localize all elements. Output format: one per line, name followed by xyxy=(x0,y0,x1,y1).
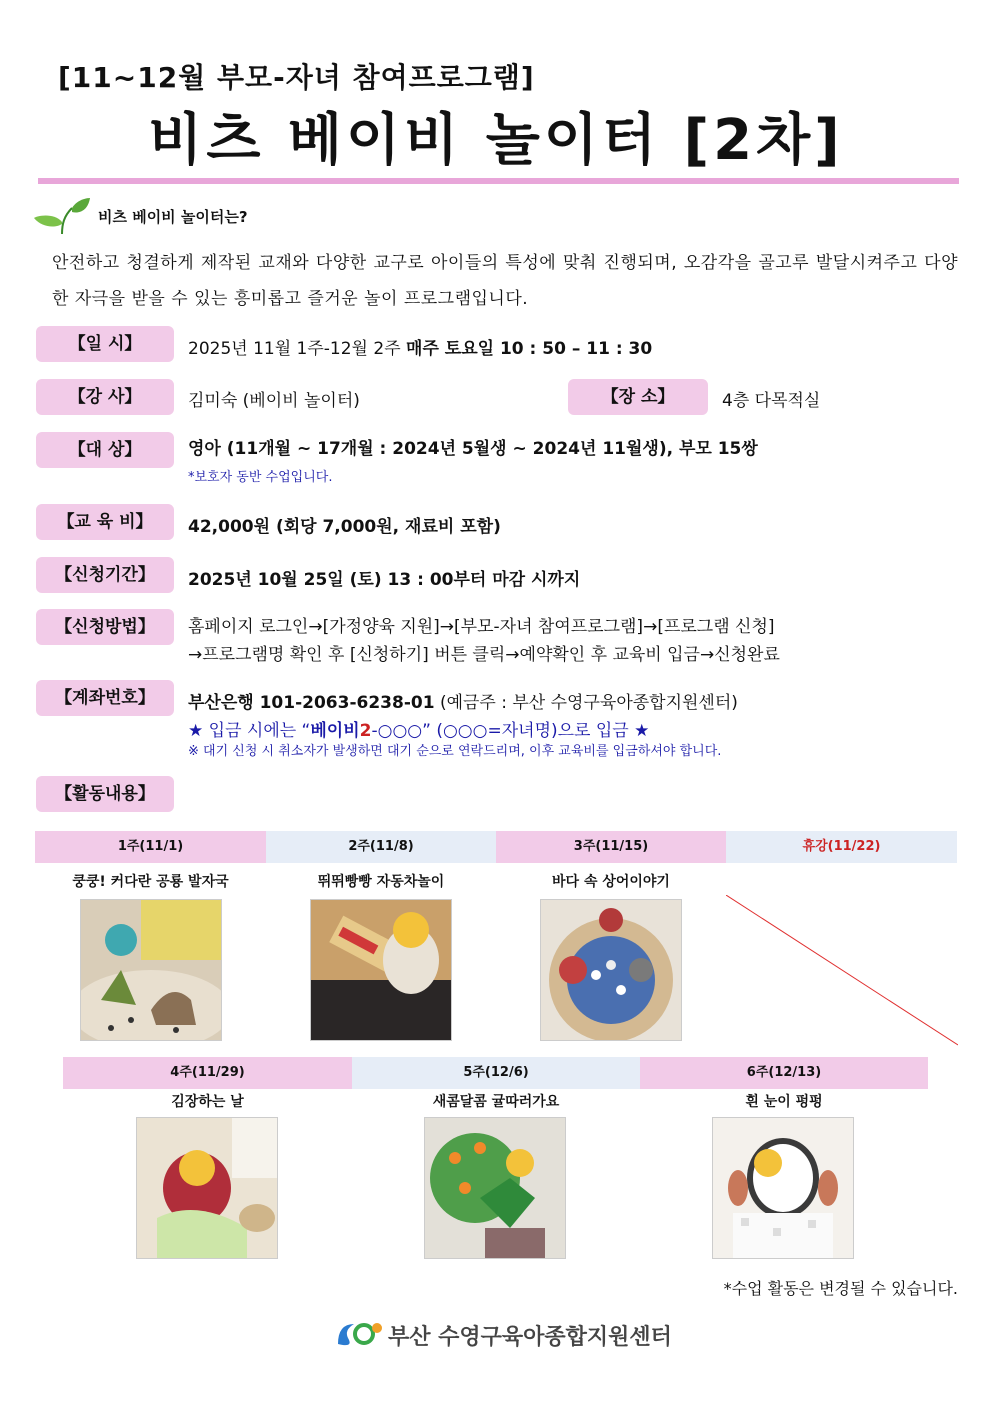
fee-value: 42,000원 (회당 7,000원, 재료비 포함) xyxy=(188,517,501,537)
intro-text: 안전하고 청결하게 제작된 교재와 다양한 교구로 아이들의 특성에 맞춰 진행되며, 오감각을 골고루 발달시켜주고 다양한 자극을 받을 수 있는 흥미롭고 즐거운 놀이 프로그램입니다. xyxy=(52,253,958,309)
week1-title: 쿵쿵! 커다란 공룡 발자국 xyxy=(72,874,229,890)
place-value: 4층 다목적실 xyxy=(722,391,821,411)
deposit-round: 2 xyxy=(359,721,372,741)
method-label: 【신청방법】 xyxy=(36,609,174,645)
week3-title: 바다 속 상어이야기 xyxy=(552,874,670,890)
week2-header: 2주(11/8) xyxy=(266,831,496,863)
week5-photo xyxy=(424,1117,566,1259)
method-line1: 홈페이지 로그인→[가정양육 지원]→[부모-자녀 참여프로그램]→[프로그램 신청] xyxy=(188,617,775,637)
method-line2: →프로그램명 확인 후 [신청하기] 버튼 클릭→예약확인 후 교육비 입금→신청완료 xyxy=(188,645,780,665)
schedule-time: 매주 토요일 10 : 50 – 11 : 30 xyxy=(406,339,653,359)
instructor-label: 【강 사】 xyxy=(36,379,174,415)
week3-header: 3주(11/15) xyxy=(496,831,726,863)
week4-title: 김장하는 날 xyxy=(171,1094,244,1110)
change-notice: *수업 활동은 변경될 수 있습니다. xyxy=(723,1279,958,1298)
schedule-date: 2025년 11월 1주-12월 2주 xyxy=(188,339,407,359)
title-divider xyxy=(38,178,959,184)
sprout-icon xyxy=(32,196,92,236)
fee-label: 【교 육 비】 xyxy=(36,504,174,540)
week4-photo xyxy=(136,1117,278,1259)
period-label: 【신청기간】 xyxy=(36,557,174,593)
week1-header: 1주(11/1) xyxy=(35,831,266,863)
center-logo-icon xyxy=(334,1316,384,1352)
week3-photo xyxy=(540,899,682,1041)
week2-photo xyxy=(310,899,452,1041)
schedule-value xyxy=(188,334,652,359)
account-holder: (예금주 : 부산 수영구육아종합지원센터) xyxy=(434,693,738,713)
account-label: 【계좌번호】 xyxy=(36,680,174,716)
activities-label: 【활동내용】 xyxy=(36,776,174,812)
account-number: 부산은행 101-2063-6238-01 xyxy=(188,693,435,713)
program-subtitle: [11~12월 부모-자녀 참여프로그램] xyxy=(58,61,535,94)
period-value: 2025년 10월 25일 (토) 13 : 00부터 마감 시까지 xyxy=(188,570,581,590)
week6-header: 6주(12/13) xyxy=(640,1057,928,1089)
deposit-post: -○○○” (○○○=자녀명)으로 입금 ★ xyxy=(371,721,650,741)
holiday-slash xyxy=(726,895,958,1047)
place-label: 【장 소】 xyxy=(568,379,708,415)
target-note: *보호자 동반 수업입니다. xyxy=(188,470,333,485)
week6-photo xyxy=(712,1117,854,1259)
instructor-value: 김미숙 (베이비 놀이터) xyxy=(188,391,360,411)
holiday-header: 휴강(11/22) xyxy=(726,831,957,863)
account-value xyxy=(188,688,738,713)
week6-title: 흰 눈이 펑펑 xyxy=(745,1094,823,1110)
week5-header: 5주(12/6) xyxy=(352,1057,640,1089)
week2-title: 뛰뛰빵빵 자동차놀이 xyxy=(317,874,445,890)
target-value: 영아 (11개월 ~ 17개월 : 2024년 5월생 ~ 2024년 11월생), 부모 15쌍 xyxy=(188,439,758,459)
week4-header: 4주(11/29) xyxy=(63,1057,352,1089)
deposit-pre: ★ 입금 시에는 “ xyxy=(188,721,311,741)
target-label: 【대 상】 xyxy=(36,432,174,468)
schedule-label: 【일 시】 xyxy=(36,326,174,362)
deposit-instruction xyxy=(188,716,649,741)
waitlist-note: ※ 대기 신청 시 취소자가 발생하면 대기 순으로 연락드리며, 이후 교육비를 입금하셔야 합니다. xyxy=(188,744,722,759)
deposit-name: 베이비 xyxy=(310,721,360,741)
week5-title: 새콤달콤 귤따러가요 xyxy=(432,1094,560,1110)
intro-heading: 비츠 베이비 놀이터는? xyxy=(98,208,248,226)
page-title: 비츠 베이비 놀이터 [2차] xyxy=(148,108,844,173)
center-name: 부산 수영구육아종합지원센터 xyxy=(388,1325,672,1350)
week1-photo xyxy=(80,899,222,1041)
